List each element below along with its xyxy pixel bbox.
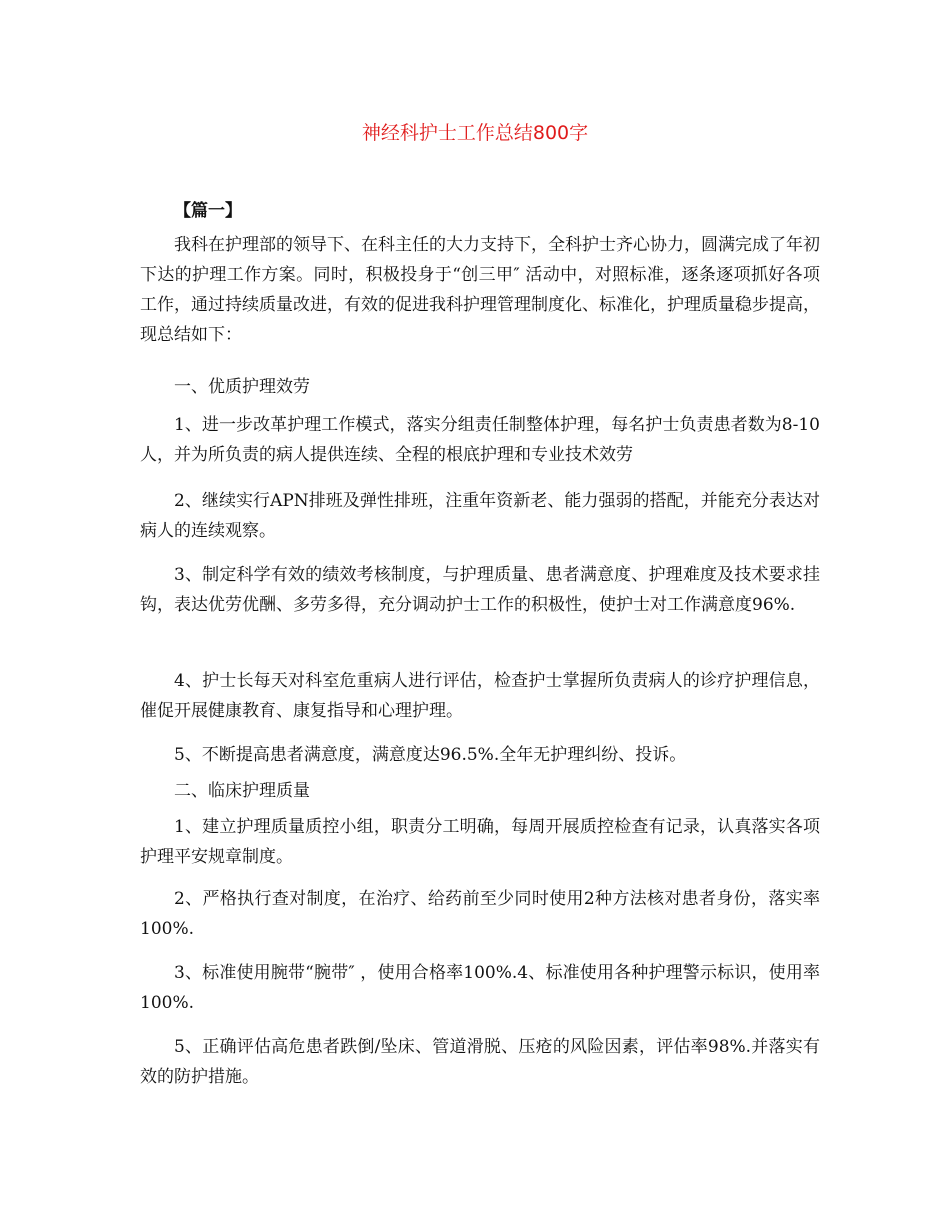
heading-quality-service: 一、优质护理效劳 [174,377,310,397]
section-label: 【篇一】 [174,201,242,221]
list-item: 3、标准使用腕带“腕带″ ，使用合格率100%.4、标准使用各种护理警示标识，使用率100%. [140,963,820,1013]
list-item: 4、护士长每天对科室危重病人进行评估，检查护士掌握所负责病人的诊疗护理信息，催促开展健康教育、康复指导和心理护理。 [140,671,820,721]
list-item: 5、不断提高患者满意度，满意度达96.5%.全年无护理纠纷、投诉。 [174,745,687,765]
paragraph-intro: 我科在护理部的领导下、在科主任的大力支持下，全科护士齐心协力，圆满完成了年初下达的护理工作方案。同时，积极投身于“创三甲″ 活动中，对照标准，逐条逐项抓好各项工作，通过持续质量改进，有效的促进我科护理管理制度化、标准化，护理质量稳步提高，现总结如下： [140,235,820,345]
list-item: 3、制定科学有效的绩效考核制度，与护理质量、患者满意度、护理难度及技术要求挂钩，表达优劳优酬、多劳多得，充分调动护士工作的积极性，使护士对工作满意度96%. [140,565,820,615]
document-title: 神经科护士工作总结800字 [361,122,589,144]
heading-clinical-quality: 二、临床护理质量 [174,781,310,801]
list-item: 5、正确评估高危患者跌倒/坠床、管道滑脱、压疮的风险因素，评估率98%.并落实有效的防护措施。 [140,1037,820,1087]
list-item: 1、建立护理质量质控小组，职责分工明确，每周开展质控检查有记录，认真落实各项护理平安规章制度。 [140,817,820,867]
list-item: 2、继续实行APN排班及弹性排班，注重年资新老、能力强弱的搭配，并能充分表达对病人的连续观察。 [140,491,820,541]
list-item: 2、严格执行查对制度，在治疗、给药前至少同时使用2种方法核对患者身份，落实率100%. [140,889,820,939]
list-item: 1、进一步改革护理工作模式，落实分组责任制整体护理，每名护士负责患者数为8-10人，并为所负责的病人提供连续、全程的根底护理和专业技术效劳 [140,415,820,465]
